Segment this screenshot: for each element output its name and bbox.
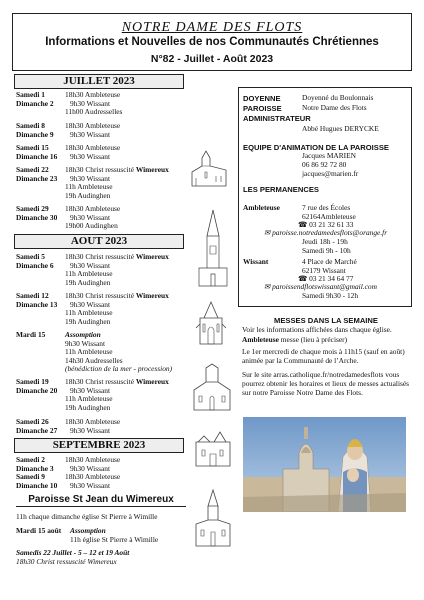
wissant-address-1: 4 Place de Marché: [302, 257, 357, 266]
day-label: Samedi 2: [16, 455, 45, 464]
mass-time: 18h30 Ambleteuse: [65, 143, 121, 152]
wimereux-emphasis: Wimereux: [135, 377, 169, 386]
day-label: Samedi 1: [16, 90, 45, 99]
mass-time: 11h00 Audresselles: [65, 107, 123, 117]
mass-time: 18h30 Christ ressuscité Wimereux: [65, 377, 169, 386]
equipe-name: Jacques MARIEN: [302, 151, 356, 160]
day-label: Dimanche 3: [16, 463, 54, 473]
paroisse-label: PAROISSE: [243, 104, 282, 113]
wissant-label: Wissant: [243, 257, 269, 266]
mass-note: (bénédiction de la mer - procession): [65, 364, 173, 374]
equipe-email: jacques@marien.fr: [302, 169, 359, 178]
newsletter-title: NOTRE DAME DES FLOTS: [121, 20, 303, 35]
mass-time: 18h30 Ambleteuse: [65, 455, 121, 464]
mass-time: 11h Ambleteuse: [65, 394, 113, 404]
paroisse-st-jean-title: Paroisse St Jean du Wimereux: [16, 494, 186, 507]
messes-p1: Voir les informations affichées dans chaque église.: [242, 325, 392, 334]
mass-time: 9h30 Wissant: [70, 299, 111, 309]
church-illustration-1: [188, 148, 230, 188]
mass-time: 19h Audinghen: [65, 316, 111, 326]
messes-p4c: sur notre Paroisse Notre Dame des Flots.: [242, 388, 363, 397]
admin-label: ADMINISTRATEUR: [243, 114, 311, 123]
mail-icon: ✉: [264, 282, 271, 291]
doyenne-value: Doyenné du Boulonnais: [302, 93, 374, 102]
day-label: Samedi 8: [16, 121, 45, 130]
day-label: Dimanche 2: [16, 98, 54, 108]
mass-time: 18h30 Christ ressuscité Wimereux: [65, 291, 169, 300]
mass-time: 9h30 Wissant: [70, 260, 111, 270]
messes-semaine-title: MESSES DANS LA SEMAINE: [274, 316, 378, 325]
month-aout: AOUT 2023: [14, 234, 184, 249]
wimereux-emphasis: Wimereux: [135, 252, 169, 261]
equipe-phone: 06 86 92 72 80: [302, 160, 347, 169]
day-label: Dimanche 6: [16, 260, 54, 270]
mass-time: 19h00 Audinghen: [65, 221, 118, 231]
messes-p3b: animée par la Communauté de l’Arche.: [242, 356, 359, 365]
equipe-label: EQUIPE D'ANIMATION DE LA PAROISSE: [243, 143, 389, 152]
ambleteuse-hours-1: Jeudi 18h - 19h: [302, 237, 348, 246]
church-illustration-3: [190, 300, 232, 348]
permanences-label: LES PERMANENCES: [243, 185, 319, 194]
mass-time: 18h30 Ambleteuse: [65, 121, 121, 130]
day-label: Samedi 26: [16, 417, 49, 426]
mass-time: 11h Ambleteuse: [65, 269, 113, 279]
day-label: Dimanche 30: [16, 212, 58, 222]
wissant-phone: 03 21 34 64 77: [309, 274, 354, 283]
ambleteuse-phone: 03 21 32 61 33: [309, 220, 354, 229]
day-label: Samedi 15: [16, 143, 49, 152]
messes-p4b: pourrez obtenir les horaires et lieux de messes actualisés: [242, 379, 410, 388]
ambleteuse-label: Ambleteuse: [243, 203, 280, 212]
paroisse-value: Notre Dame des Flots: [302, 103, 367, 112]
issue-number: N°82 - Juillet - Août 2023: [150, 53, 274, 65]
mardi-mass-line: 11h église St Pierre à Wimille: [70, 535, 159, 544]
mass-time: 9h30 Wissant: [70, 129, 111, 139]
mass-time: 11h Ambleteuse: [65, 182, 113, 192]
month-juillet: JUILLET 2023: [14, 74, 184, 89]
ambleteuse-address-2: 62164Ambleteuse: [302, 212, 356, 221]
mass-time: 14h30 Audresselles: [65, 355, 123, 365]
wissant-email[interactable]: paroissendflotswissant@gmail.com: [272, 282, 377, 291]
messes-p2-bold: Ambleteuse: [242, 335, 279, 344]
mass-time: 9h30 Wissant: [70, 425, 111, 435]
mail-icon: ✉: [264, 228, 271, 237]
mass-time: 18h30 Ambleteuse: [65, 472, 121, 482]
mass-time: 9h30 Wissant: [70, 212, 111, 222]
phone-icon: ☎: [298, 220, 308, 229]
samedis-mass-line: 18h30 Christ ressuscité Wimereux: [16, 557, 117, 566]
day-label: Samedi 9: [16, 472, 45, 482]
mass-time: 18h30 Ambleteuse: [65, 90, 121, 99]
mass-time: 18h30 Ambleteuse: [65, 204, 121, 213]
mass-time: 9h30 Wissant: [70, 385, 111, 395]
mass-time: 11h Ambleteuse: [65, 308, 113, 318]
messes-p3a: Le 1er mercredi de chaque mois à 11h15 (sauf en août): [242, 347, 405, 356]
messes-p2: [242, 336, 347, 345]
mass-time: 9h30 Wissant: [70, 151, 111, 161]
mass-time: 19h Audinghen: [65, 190, 111, 200]
mass-time: 9h30 Wissant: [65, 338, 106, 348]
mass-time: 9h30 Wissant: [70, 98, 111, 108]
wissant-address-2: 62179 Wissant: [302, 266, 346, 275]
month-septembre: SEPTEMBRE 2023: [14, 438, 184, 453]
church-illustration-5: [190, 428, 236, 468]
feast-label: Assomption: [65, 330, 101, 339]
samedis-dates: Samedis 22 Juillet - 5 – 12 et 19 Août: [16, 548, 130, 557]
mardi-15-aout: Mardi 15 août: [16, 526, 62, 535]
mass-time: 9h30 Wissant: [70, 173, 111, 183]
day-label: Samedi 29: [16, 204, 49, 213]
admin-value: Abbé Hugues DERYCKE: [302, 124, 379, 133]
mass-time: 18h30 Christ ressuscité Wimereux: [65, 165, 169, 174]
ambleteuse-email[interactable]: paroisse.notredamedesflots@orange.fr: [272, 228, 388, 237]
day-label: Samedi 22: [16, 165, 49, 174]
day-label: Mardi 15: [16, 330, 46, 339]
day-label: Dimanche 13: [16, 299, 58, 309]
mass-time: 19h Audinghen: [65, 277, 111, 287]
wimereux-emphasis: Wimereux: [135, 291, 169, 300]
assomption-label: Assomption: [70, 526, 106, 535]
newsletter-subtitle: Informations et Nouvelles de nos Communautés Chrétiennes: [45, 36, 379, 48]
messes-p2-rest: messe (lieu à préciser): [278, 335, 348, 344]
church-illustration-6: [192, 488, 234, 548]
mass-time: 9h30 Wissant: [70, 480, 111, 490]
day-label: Samedi 19: [16, 377, 49, 386]
mass-time: 9h30 Wissant: [70, 463, 111, 473]
day-label: Samedi 5: [16, 252, 45, 261]
wimille-sunday-line: 11h chaque dimanche église St Pierre à Wimille: [16, 512, 158, 521]
mass-time: 11h Ambleteuse: [65, 347, 113, 357]
day-label: Dimanche 20: [16, 385, 58, 395]
day-label: Samedi 12: [16, 291, 49, 300]
ambleteuse-address-1: 7 rue des Écoles: [302, 203, 351, 212]
mass-time: 18h30 Ambleteuse: [65, 417, 121, 426]
mass-time: 18h30 Christ ressuscité Wimereux: [65, 252, 169, 261]
day-label: Dimanche 27: [16, 425, 58, 435]
church-illustration-2: [195, 208, 231, 288]
day-label: Dimanche 10: [16, 480, 58, 490]
day-label: Dimanche 9: [16, 129, 54, 139]
messes-p4a: Sur le site arras.catholique.fr/notredamedesflots vous: [242, 370, 400, 379]
day-label: Dimanche 16: [16, 151, 58, 161]
doyenne-label: DOYENNE: [243, 94, 281, 103]
wissant-hours-1: Samedi 9h30 - 12h: [302, 291, 359, 300]
wimereux-emphasis: Wimereux: [135, 165, 169, 174]
church-illustration-4: [190, 362, 234, 412]
ambleteuse-hours-2: Samedi 9h - 10h: [302, 246, 351, 255]
mass-time: 19h Audinghen: [65, 402, 111, 412]
day-label: Dimanche 23: [16, 173, 58, 183]
basilica-photo: [243, 417, 406, 512]
phone-icon: ☎: [298, 274, 308, 283]
